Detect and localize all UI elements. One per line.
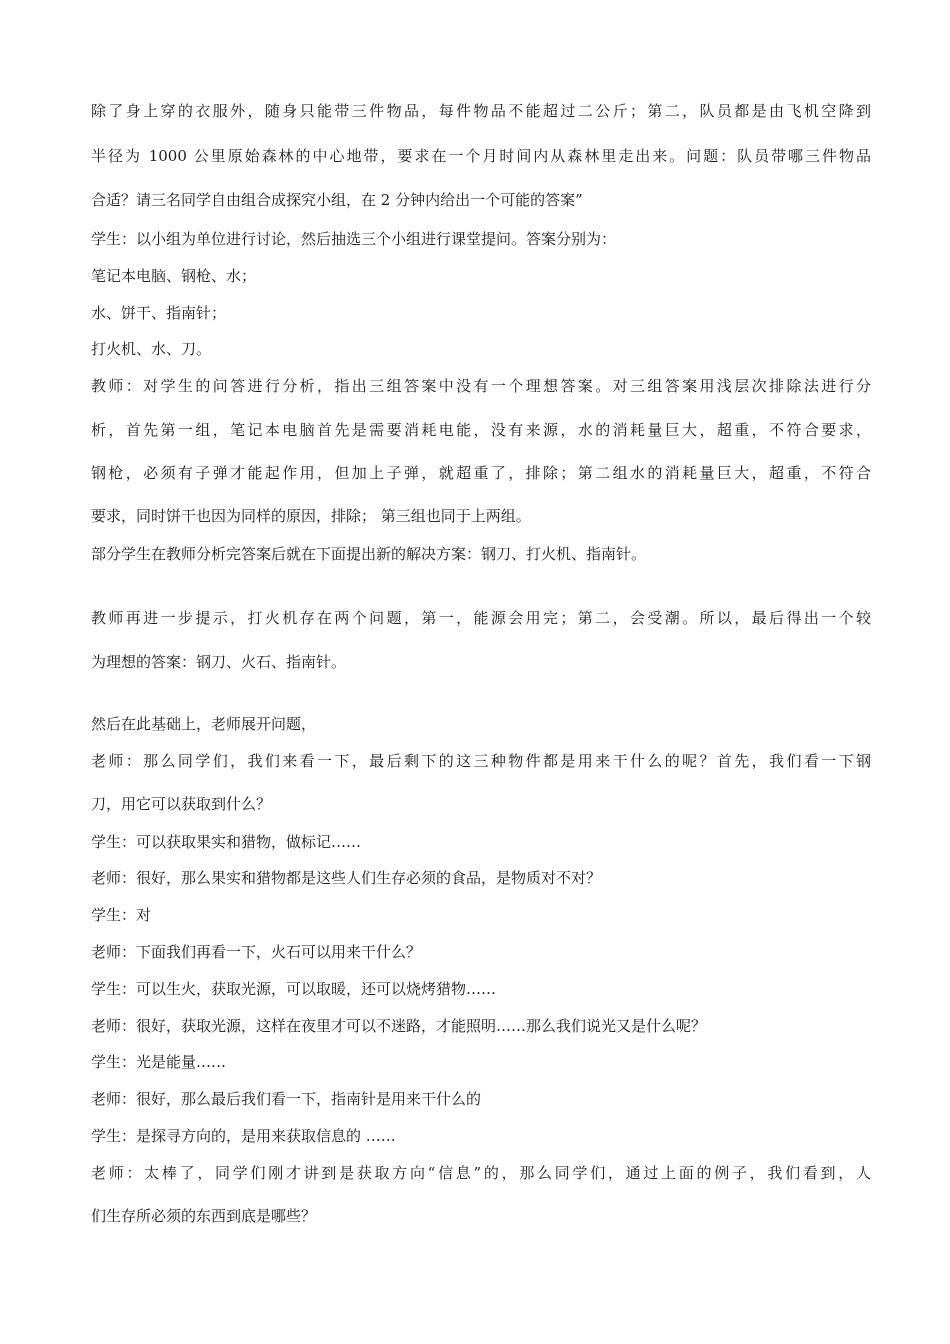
text-line: 打火机、水、刀。 xyxy=(91,340,212,358)
text-line: 除了身上穿的衣服外，随身只能带三件物品，每件物品不能超过二公斤；第二，队员都是由飞机空降到 xyxy=(91,102,871,120)
text-line: 学生：光是能量…… xyxy=(91,1053,227,1071)
text-line: 老师：很好，那么果实和猎物都是这些人们生存必须的食品，是物质对不对？ xyxy=(91,869,602,887)
text-line: 部分学生在教师分析完答案后就在下面提出新的解决方案：钢刀、打火机、指南针。 xyxy=(91,545,647,563)
text-line: 教师：对学生的问答进行分析，指出三组答案中没有一个理想答案。对三组答案用浅层次排除法进行分 xyxy=(91,377,871,395)
text-line: 老师：很好，获取光源，这样在夜里才可以不迷路，才能照明……那么我们说光又是什么呢？ xyxy=(91,1017,707,1035)
text-line: 教师再进一步提示，打火机存在两个问题，第一，能源会用完；第二，会受潮。所以，最后得出一个较 xyxy=(91,609,871,627)
text-line: 析，首先第一组，笔记本电脑首先是需要消耗电能，没有来源，水的消耗量巨大，超重，不符合要求， xyxy=(91,421,871,439)
text-line: 水、饼干、指南针； xyxy=(91,304,227,322)
text-line: 为理想的答案：钢刀、火石、指南针。 xyxy=(91,653,347,671)
text-line: 钢枪，必须有子弹才能起作用，但加上子弹，就超重了，排除；第二组水的消耗量巨大，超重，不符合 xyxy=(91,464,871,482)
text-line: 要求，同时饼干也因为同样的原因，排除； 第三组也同于上两组。 xyxy=(91,507,531,525)
text-line: 合适？请三名同学自由组合成探究小组，在 2 分钟内给出一个可能的答案” xyxy=(91,191,583,209)
text-line: 刀，用它可以获取到什么？ xyxy=(91,795,272,813)
text-line: 们生存所必须的东西到底是哪些？ xyxy=(91,1207,317,1225)
text-line: 老师：下面我们再看一下，火石可以用来干什么？ xyxy=(91,943,422,961)
text-line: 老师：太棒了，同学们刚才讲到是获取方向“信息”的，那么同学们，通过上面的例子，我们看到，人 xyxy=(91,1164,871,1182)
text-line: 学生：以小组为单位进行讨论，然后抽选三个小组进行课堂提问。答案分别为： xyxy=(91,230,617,248)
text-line: 半径为 1000 公里原始森林的中心地带，要求在一个月时间内从森林里走出来。问题：队员带哪三件物品 xyxy=(91,147,871,165)
text-line: 学生：可以生火，获取光源，可以取暖，还可以烧烤猎物…… xyxy=(91,980,497,998)
text-line: 学生：是探寻方向的，是用来获取信息的 …… xyxy=(91,1127,396,1145)
text-line: 老师：那么同学们，我们来看一下，最后剩下的这三种物件都是用来干什么的呢？首先，我们看一下钢 xyxy=(91,752,871,770)
text-line: 然后在此基础上，老师展开问题， xyxy=(91,715,317,733)
text-line: 笔记本电脑、钢枪、水； xyxy=(91,267,257,285)
text-line: 学生：可以获取果实和猎物，做标记…… xyxy=(91,833,362,851)
text-line: 老师：很好，那么最后我们看一下，指南针是用来干什么的 xyxy=(91,1090,482,1108)
text-line: 学生：对 xyxy=(91,906,152,924)
